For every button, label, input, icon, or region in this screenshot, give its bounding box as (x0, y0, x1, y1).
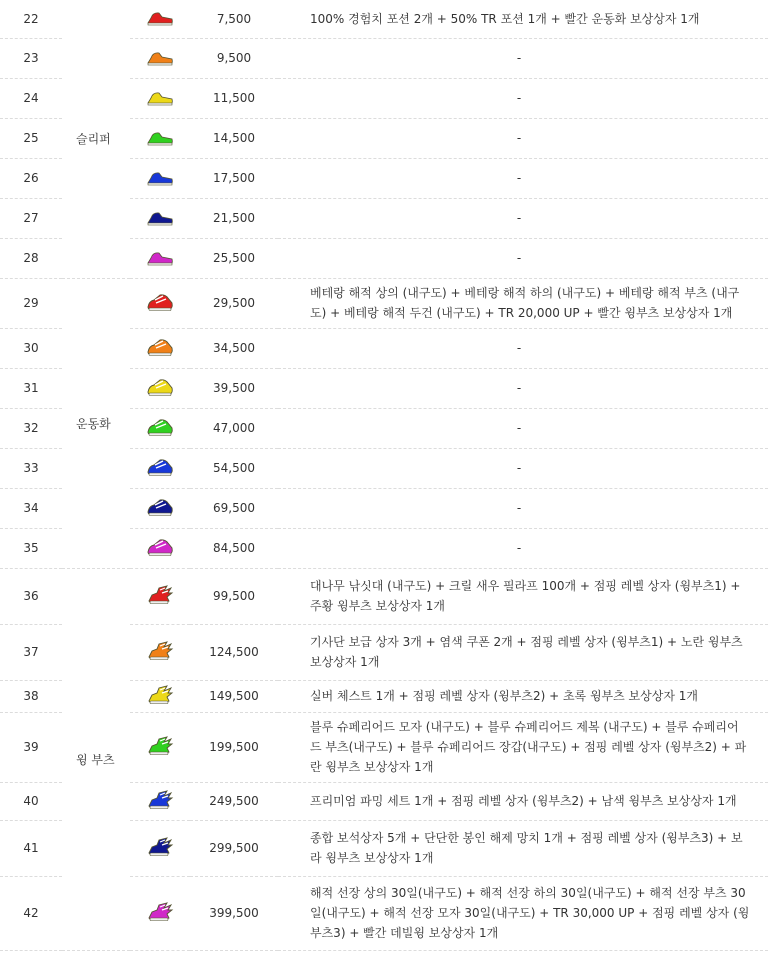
required-tr-cell: 69,500 (190, 488, 278, 528)
slipper-icon (145, 246, 175, 271)
table-row (0, 278, 768, 328)
reward-cell: - (278, 328, 768, 368)
level-cell: 25 (0, 118, 62, 158)
level-cell: 35 (0, 528, 62, 568)
sneaker-icon (145, 376, 175, 401)
reward-cell: 종합 보석상자 5개 + 단단한 봉인 해제 망치 1개 + 점핑 레벨 상자 (윙부츠3) + 보 라 윙부츠 보상상자 1개 (278, 820, 768, 876)
icon-cell (130, 368, 190, 408)
required-tr-cell: 7,500 (190, 0, 278, 38)
reward-cell: - (278, 38, 768, 78)
wing-boots-icon (145, 836, 175, 861)
level-cell: 32 (0, 408, 62, 448)
required-tr-cell: 9,500 (190, 38, 278, 78)
required-tr-cell: 199,500 (190, 712, 278, 782)
shoe-type-cell: 슬리퍼 (62, 0, 130, 278)
level-cell: 23 (0, 38, 62, 78)
level-cell: 24 (0, 78, 62, 118)
icon-cell (130, 624, 190, 680)
sneaker-icon (145, 496, 175, 521)
icon-cell (130, 38, 190, 78)
icon-cell (130, 328, 190, 368)
icon-cell (130, 820, 190, 876)
level-cell: 42 (0, 876, 62, 950)
required-tr-cell: 249,500 (190, 782, 278, 820)
reward-cell: - (278, 448, 768, 488)
slipper-icon (145, 206, 175, 231)
required-tr-cell: 99,500 (190, 568, 278, 624)
reward-cell: 해적 선장 상의 30일(내구도) + 해적 선장 하의 30일(내구도) + 해적 선장 부츠 30 일(내구도) + 해적 선장 모자 30일(내구도) + TR 30,000 UP + 점핑 레벨 상자 (윙 부츠3) + 빨간 데빌윙 보상상자 1개 (278, 876, 768, 950)
wing-boots-icon (145, 789, 175, 814)
icon-cell (130, 118, 190, 158)
shoe-type-cell: 운동화 (62, 278, 130, 568)
slipper-icon (145, 46, 175, 71)
reward-cell: - (278, 158, 768, 198)
level-cell: 34 (0, 488, 62, 528)
icon-cell (130, 158, 190, 198)
table-row (0, 568, 768, 624)
wing-boots-icon (145, 584, 175, 609)
required-tr-cell: 29,500 (190, 278, 278, 328)
sneaker-icon (145, 456, 175, 481)
slipper-icon (145, 126, 175, 151)
icon-cell (130, 568, 190, 624)
required-tr-cell: 84,500 (190, 528, 278, 568)
icon-cell (130, 712, 190, 782)
reward-cell: 대나무 낚싯대 (내구도) + 크릴 새우 필라프 100개 + 점핑 레벨 상자 (윙부츠1) + 주황 윙부츠 보상상자 1개 (278, 568, 768, 624)
sneaker-icon (145, 291, 175, 316)
reward-cell: - (278, 528, 768, 568)
icon-cell (130, 198, 190, 238)
reward-cell: - (278, 238, 768, 278)
sneaker-icon (145, 416, 175, 441)
reward-cell: - (278, 408, 768, 448)
icon-cell (130, 680, 190, 712)
icon-cell (130, 782, 190, 820)
reward-cell: 100% 경험치 포션 2개 + 50% TR 포션 1개 + 빨간 운동화 보상상자 1개 (278, 0, 768, 38)
level-cell: 29 (0, 278, 62, 328)
required-tr-cell: 124,500 (190, 624, 278, 680)
reward-cell: 실버 체스트 1개 + 점핑 레벨 상자 (윙부츠2) + 초록 윙부츠 보상상자 1개 (278, 680, 768, 712)
level-cell: 30 (0, 328, 62, 368)
level-cell: 26 (0, 158, 62, 198)
reward-cell: - (278, 198, 768, 238)
wing-boots-icon (145, 640, 175, 665)
required-tr-cell: 54,500 (190, 448, 278, 488)
level-cell: 28 (0, 238, 62, 278)
level-cell: 40 (0, 782, 62, 820)
reward-cell: 기사단 보급 상자 3개 + 염색 쿠폰 2개 + 점핑 레벨 상자 (윙부츠1) + 노란 윙부츠 보상상자 1개 (278, 624, 768, 680)
icon-cell (130, 278, 190, 328)
sneaker-icon (145, 336, 175, 361)
required-tr-cell: 17,500 (190, 158, 278, 198)
required-tr-cell: 399,500 (190, 876, 278, 950)
reward-cell: - (278, 118, 768, 158)
required-tr-cell: 21,500 (190, 198, 278, 238)
shoe-type-cell: 윙 부츠 (62, 568, 130, 950)
required-tr-cell: 47,000 (190, 408, 278, 448)
icon-cell (130, 408, 190, 448)
reward-cell: 블루 슈페리어드 모자 (내구도) + 블루 슈페리어드 제복 (내구도) + 블루 슈페리어 드 부츠(내구도) + 블루 슈페리어드 장갑(내구도) + 점핑 레벨 상자 (윙부츠2) + 파 란 윙부츠 보상상자 1개 (278, 712, 768, 782)
level-cell: 31 (0, 368, 62, 408)
icon-cell (130, 0, 190, 38)
level-cell: 36 (0, 568, 62, 624)
sneaker-icon (145, 536, 175, 561)
icon-cell (130, 78, 190, 118)
required-tr-cell: 34,500 (190, 328, 278, 368)
required-tr-cell: 25,500 (190, 238, 278, 278)
required-tr-cell: 11,500 (190, 78, 278, 118)
level-cell: 22 (0, 0, 62, 38)
level-cell: 37 (0, 624, 62, 680)
wing-boots-icon (145, 901, 175, 926)
reward-cell: 프리미엄 파밍 세트 1개 + 점핑 레벨 상자 (윙부츠2) + 남색 윙부츠 보상상자 1개 (278, 782, 768, 820)
level-cell: 38 (0, 680, 62, 712)
reward-cell: 베테랑 해적 상의 (내구도) + 베테랑 해적 하의 (내구도) + 베테랑 해적 부츠 (내구 도) + 베테랑 해적 두건 (내구도) + TR 20,000 UP + 빨간 윙부츠 보상상자 1개 (278, 278, 768, 328)
wing-boots-icon (145, 735, 175, 760)
icon-cell (130, 876, 190, 950)
reward-cell: - (278, 368, 768, 408)
required-tr-cell: 39,500 (190, 368, 278, 408)
wing-boots-icon (145, 684, 175, 709)
icon-cell (130, 528, 190, 568)
icon-cell (130, 448, 190, 488)
required-tr-cell: 149,500 (190, 680, 278, 712)
slipper-icon (145, 86, 175, 111)
slipper-icon (145, 166, 175, 191)
reward-cell: - (278, 488, 768, 528)
required-tr-cell: 299,500 (190, 820, 278, 876)
icon-cell (130, 488, 190, 528)
reward-cell: - (278, 78, 768, 118)
level-cell: 27 (0, 198, 62, 238)
slipper-icon (145, 6, 175, 31)
level-cell: 39 (0, 712, 62, 782)
level-cell: 33 (0, 448, 62, 488)
required-tr-cell: 14,500 (190, 118, 278, 158)
icon-cell (130, 238, 190, 278)
level-cell: 41 (0, 820, 62, 876)
table-row (0, 0, 768, 38)
